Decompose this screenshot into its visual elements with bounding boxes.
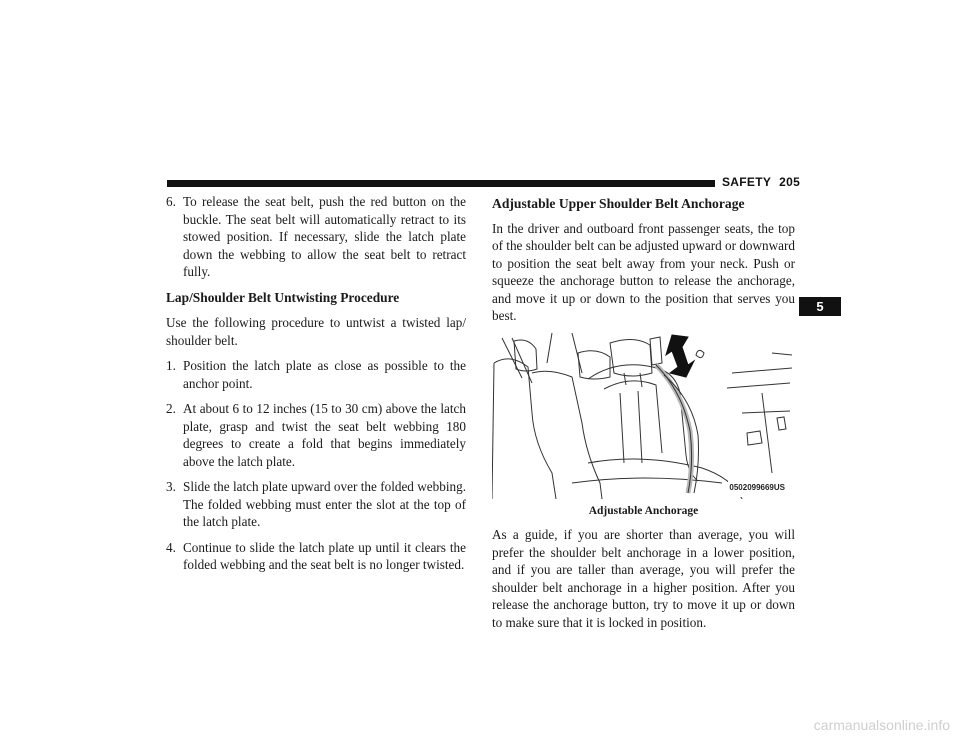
list-item (166, 400, 466, 470)
list-item (166, 539, 466, 574)
list-text: Slide the latch plate upward over the folded webbing. The folded webbing must enter the slot at the top of the latch plate. (183, 479, 466, 529)
left-column (166, 193, 466, 582)
seat-illustration (492, 333, 792, 499)
guide-paragraph: As a guide, if you are shorter than average, you will prefer the shoulder belt anchorage in a lower position, and if you are taller than average, you will prefer the shoulder belt anchorage in a higher position. After you release the anchorage button, try to move it up or down to make sure that it is locked in position. (492, 527, 795, 630)
list-number: 1. (166, 358, 176, 373)
list-number: 4. (166, 539, 176, 555)
figure-caption: Adjustable Anchorage (588, 504, 699, 517)
list-text: Position the latch plate as close as possible to the anchor point. (183, 358, 466, 391)
section-heading: Adjustable Upper Shoulder Belt Anchorage (492, 196, 745, 211)
header-rule (167, 180, 715, 187)
anchorage-paragraph: In the driver and outboard front passenger seats, the top of the shoulder belt can be adjusted upward or downward to position the seat belt away from your neck. Push or squeeze the anchorage button to release the anchorage, and move it up or down to the position that serves you best. (492, 220, 795, 323)
list-item (166, 357, 466, 392)
right-column (492, 193, 795, 639)
list-item (166, 478, 466, 531)
section-title: SAFETY (722, 175, 772, 189)
figure-code: 0502099669US (728, 479, 786, 497)
chapter-tab: 5 (799, 297, 841, 316)
list-item (166, 193, 466, 281)
list-text: Continue to slide the latch plate up until it clears the folded webbing and the seat belt is no longer twisted. (183, 539, 466, 572)
list-number: 3. (166, 479, 176, 494)
running-header (722, 175, 817, 189)
watermark: carmanualsonline.info (813, 717, 950, 733)
list-number: 2. (166, 401, 176, 416)
seat-drawing (492, 333, 792, 499)
list-text: At about 6 to 12 inches (15 to 30 cm) above the latch plate, grasp and twist the seat belt webbing 180 degrees to create a fold that begins immediately above the latch plate. (183, 401, 466, 469)
list-text: To release the seat belt, push the red button on the buckle. The seat belt will automatically retract to its stowed position. If necessary, slide the latch plate down the webbing to allow the seat belt to retract fully. (183, 194, 466, 279)
page-number: 205 (779, 175, 801, 189)
section-heading: Lap/Shoulder Belt Untwisting Procedure (166, 289, 400, 305)
list-number: 6. (166, 194, 176, 209)
intro-paragraph: Use the following procedure to untwist a twisted lap/ shoulder belt. (166, 315, 466, 348)
